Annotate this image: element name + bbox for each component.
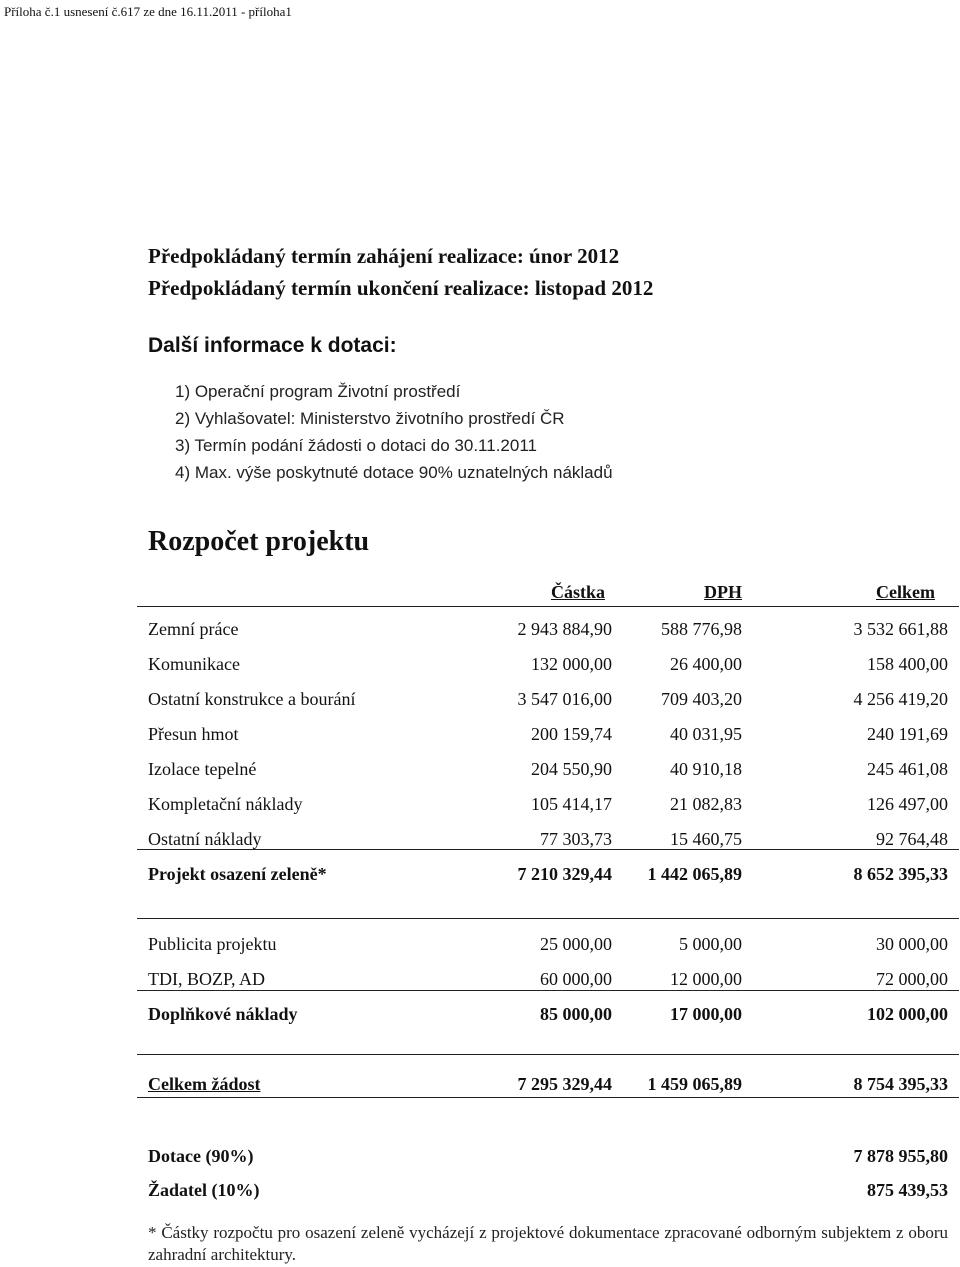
summary-value: 875 439,53	[867, 1180, 948, 1200]
dph-cell: 21 082,83	[670, 794, 742, 814]
column-header-celkem: Celkem	[876, 582, 935, 602]
celkem-cell: 245 461,08	[867, 759, 948, 779]
celkem-cell: 30 000,00	[876, 934, 948, 954]
row-label: Komunikace	[148, 654, 240, 674]
castka-cell: 60 000,00	[540, 969, 612, 989]
dph-cell: 40 910,18	[670, 759, 742, 779]
table-row	[148, 789, 948, 819]
celkem-cell: 240 191,69	[867, 724, 948, 744]
summary-row	[148, 1174, 948, 1206]
header-rule	[137, 606, 959, 607]
dph-cell: 15 460,75	[670, 829, 742, 849]
row-label: Izolace tepelné	[148, 759, 257, 779]
subtotal-row	[148, 999, 948, 1029]
info-item: 2) Vyhlašovatel: Ministerstvo životního prostředí ČR	[175, 409, 565, 428]
castka-cell: 132 000,00	[531, 654, 612, 674]
celkem-cell: 102 000,00	[867, 1004, 948, 1024]
summary-label: Dotace (90%)	[148, 1146, 254, 1166]
castka-cell: 200 159,74	[531, 724, 612, 744]
start-date-heading: Předpokládaný termín zahájení realizace: únor 2012	[148, 244, 620, 268]
table-row	[148, 684, 948, 714]
celkem-cell: 3 532 661,88	[853, 619, 948, 639]
total-row	[148, 1069, 948, 1099]
column-header-dph: DPH	[704, 582, 742, 602]
castka-cell: 85 000,00	[540, 1004, 612, 1024]
dph-cell: 12 000,00	[670, 969, 742, 989]
info-list	[175, 378, 613, 486]
section-rule	[137, 1054, 959, 1055]
row-label: Zemní práce	[148, 619, 239, 639]
info-item: 4) Max. výše poskytnuté dotace 90% uznatelných nákladů	[175, 463, 613, 482]
castka-cell: 7 295 329,44	[517, 1074, 612, 1094]
celkem-cell: 8 754 395,33	[853, 1074, 948, 1094]
table-row	[148, 649, 948, 679]
summary-label: Žadatel (10%)	[148, 1180, 260, 1200]
row-label: Celkem žádost	[148, 1074, 261, 1094]
total-rule	[137, 1097, 959, 1098]
castka-cell: 2 943 884,90	[517, 619, 612, 639]
celkem-cell: 158 400,00	[867, 654, 948, 674]
budget-title: Rozpočet projektu	[148, 526, 370, 557]
celkem-cell: 4 256 419,20	[853, 689, 948, 709]
info-item: 1) Operační program Životní prostředí	[175, 382, 461, 401]
row-label: Ostatní konstrukce a bourání	[148, 689, 356, 709]
table-row	[148, 929, 948, 959]
dph-cell: 5 000,00	[679, 934, 742, 954]
row-label: Projekt osazení zeleně*	[148, 864, 327, 884]
summary-value: 7 878 955,80	[853, 1146, 948, 1166]
celkem-cell: 8 652 395,33	[853, 864, 948, 884]
section-rule	[137, 918, 959, 919]
table-row	[148, 614, 948, 644]
table-row	[148, 754, 948, 784]
info-item: 3) Termín podání žádosti o dotaci do 30.11.2011	[175, 436, 537, 455]
castka-cell: 7 210 329,44	[517, 864, 612, 884]
celkem-cell: 92 764,48	[876, 829, 948, 849]
row-label: Doplňkové náklady	[148, 1004, 298, 1024]
castka-cell: 3 547 016,00	[517, 689, 612, 709]
end-date-heading: Předpokládaný termín ukončení realizace: listopad 2012	[148, 276, 654, 300]
celkem-cell: 126 497,00	[867, 794, 948, 814]
dph-cell: 40 031,95	[670, 724, 742, 744]
table-row	[148, 719, 948, 749]
row-label: TDI, BOZP, AD	[148, 969, 266, 989]
dph-cell: 17 000,00	[670, 1004, 742, 1024]
dph-cell: 26 400,00	[670, 654, 742, 674]
row-label: Kompletační náklady	[148, 794, 303, 814]
document-header: Příloha č.1 usnesení č.617 ze dne 16.11.2011 - příloha1	[4, 4, 292, 19]
column-header-castka: Částka	[551, 582, 606, 602]
subtotal-rule	[137, 849, 959, 850]
castka-cell: 204 550,90	[531, 759, 612, 779]
footnote: * Částky rozpočtu pro osazení zeleně vycházejí z projektové dokumentace zpracované odborným subjektem z oboru zahradní architektury.	[148, 1223, 948, 1264]
dph-cell: 1 459 065,89	[647, 1074, 742, 1094]
subtotal-rule	[137, 990, 959, 991]
row-label: Publicita projektu	[148, 934, 277, 954]
dph-cell: 588 776,98	[661, 619, 742, 639]
dph-cell: 709 403,20	[661, 689, 742, 709]
castka-cell: 77 303,73	[540, 829, 612, 849]
summary-row	[148, 1140, 948, 1172]
celkem-cell: 72 000,00	[876, 969, 948, 989]
row-label: Ostatní náklady	[148, 829, 262, 849]
castka-cell: 25 000,00	[540, 934, 612, 954]
row-label: Přesun hmot	[148, 724, 239, 744]
dph-cell: 1 442 065,89	[647, 864, 742, 884]
info-title: Další informace k dotaci:	[148, 334, 397, 357]
castka-cell: 105 414,17	[531, 794, 612, 814]
subtotal-row	[148, 859, 948, 889]
